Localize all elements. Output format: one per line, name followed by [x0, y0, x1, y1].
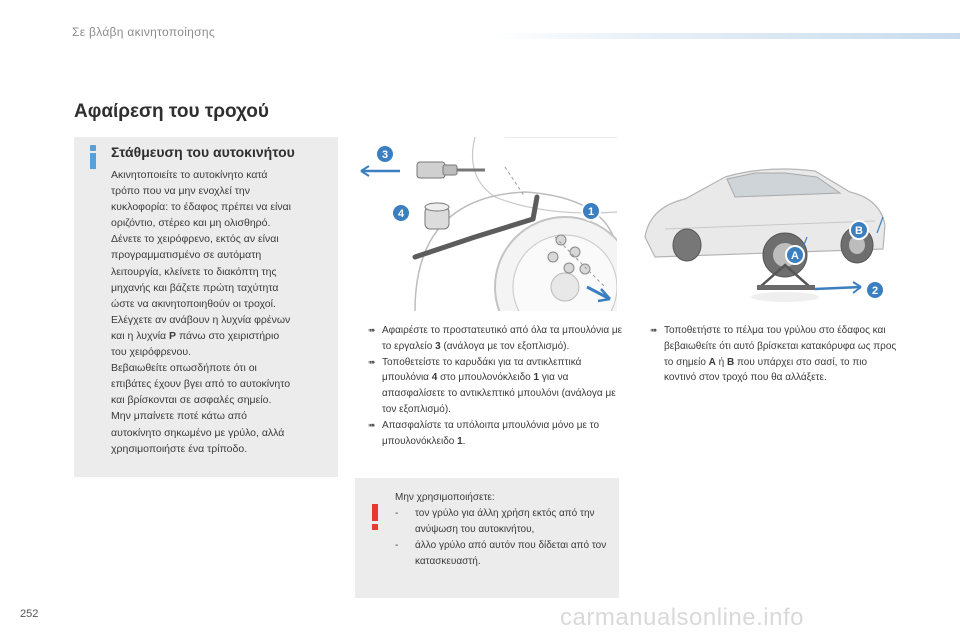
page-title: Αφαίρεση του τροχού	[74, 101, 269, 122]
svg-text:A: A	[791, 250, 799, 262]
svg-text:3: 3	[381, 149, 389, 161]
arrow-icon: ➠	[368, 419, 376, 430]
info-box-parking	[74, 137, 338, 477]
step-item: ➠ Αφαιρέστε το προστατευτικό από όλα τα μπουλόνια με το εργαλείο 3 (ανάλογα με τον εξοπλισμό).	[368, 325, 623, 352]
warning-icon	[371, 504, 379, 530]
warning-item: - άλλο γρύλο από αυτόν που δίδεται από τον κατασκευαστή.	[395, 540, 607, 567]
svg-text:4: 4	[397, 208, 405, 220]
step-item: ➠ Απασφαλίστε τα υπόλοιπα μπουλόνια μόνο με το μπουλονόκλειδο 1.	[368, 419, 600, 447]
callout-3	[376, 145, 394, 163]
header-gradient-bar	[490, 33, 960, 39]
info-line: τρόπο που να μην ενοχλεί την	[111, 185, 250, 198]
info-line: και βρίσκονται σε ασφαλές σημείο.	[111, 394, 272, 407]
info-line: κυκλοφορία: το έδαφος πρέπει να είναι	[111, 201, 291, 214]
section-header: Σε βλάβη ακινητοποίησης	[72, 25, 215, 39]
callout-4	[392, 204, 410, 222]
callout-2	[866, 281, 884, 299]
warning-body	[395, 490, 615, 570]
svg-text:1: 1	[587, 206, 595, 218]
info-line: χρησιμοποιήστε ένα τρίποδο.	[111, 442, 248, 455]
info-box-body	[111, 167, 333, 457]
callout-b	[850, 221, 868, 239]
arrow-icon: ➠	[368, 325, 376, 335]
info-line: Ακινητοποιείτε το αυτοκίνητο κατά	[111, 169, 268, 181]
warning-item: - τον γρύλο για άλλη χρήση εκτός από την ανύψωση του αυτοκινήτου,	[395, 508, 595, 535]
info-line: Δένετε το χειρόφρενο, εκτός αν είναι	[111, 233, 279, 246]
info-line: αυτοκίνητο σηκωμένο με γρύλο, αλλά	[111, 426, 285, 439]
warning-box	[355, 478, 619, 598]
warning-lamp-p-label: P	[169, 329, 177, 342]
arrow-icon: ➠	[650, 325, 658, 335]
info-line: Βεβαιωθείτε οπωσδήποτε ότι οι	[111, 362, 257, 375]
step-item: ➠ Τοποθετείστε το καρυδάκι για τα αντικλεπτικά μπουλόνια 4 στο μπουλονόκλειδο 1 για να απασφαλίσετε το αντικλεπτικό μπουλόνι (ανάλογα με τον εξοπλισμό).	[368, 356, 616, 415]
car-jack-illustration	[635, 137, 897, 311]
info-line: μηχανής και βάζετε πρώτη ταχύτητα	[111, 281, 279, 294]
steps-remove-bolts	[368, 323, 623, 449]
svg-text:2: 2	[871, 285, 879, 297]
info-line: και η λυχνία P πάνω στο χειριστήριο	[111, 329, 280, 342]
info-icon	[88, 145, 98, 169]
wheel-bolts-illustration	[355, 137, 617, 311]
step-item: ➠ Τοποθετήστε το πέλμα του γρύλου στο έδαφος και βεβαιωθείτε ότι αυτό βρίσκεται κατακόρυφα ως προς το σημείο A ή B που υπάρχει στο σασί, το πιο κοντινό στον τροχό που θα αλλάξετε.	[650, 325, 897, 384]
watermark: carmanualsonline.info	[560, 604, 804, 631]
info-line: λειτουργία, κλείνετε το διακόπτη της	[111, 265, 277, 278]
steps-position-jack	[650, 323, 900, 386]
warning-intro: Μην χρησιμοποιήσετε:	[395, 492, 495, 503]
callout-1	[582, 202, 600, 220]
arrow-icon: ➠	[368, 356, 376, 367]
info-line: Ελέγχετε αν ανάβουν η λυχνία φρένων	[111, 313, 291, 326]
info-line: επιβάτες έχουν βγει από το αυτοκίνητο	[111, 378, 291, 391]
info-box-title: Στάθμευση του αυτοκινήτου	[111, 144, 295, 160]
info-line: προγραμματισμένο σε αυτόματη	[111, 249, 262, 262]
info-line: Μην μπαίνετε ποτέ κάτω από	[111, 410, 247, 423]
callout-a	[786, 246, 804, 264]
info-line: οριζόντιο, στέρεο και μη ολισθηρό.	[111, 217, 271, 230]
svg-text:B: B	[855, 225, 863, 237]
info-line: του χειρόφρενου.	[111, 346, 192, 359]
page-number: 252	[20, 608, 39, 620]
info-line: ώστε να ακινητοποιηθούν οι τροχοί.	[111, 297, 276, 310]
